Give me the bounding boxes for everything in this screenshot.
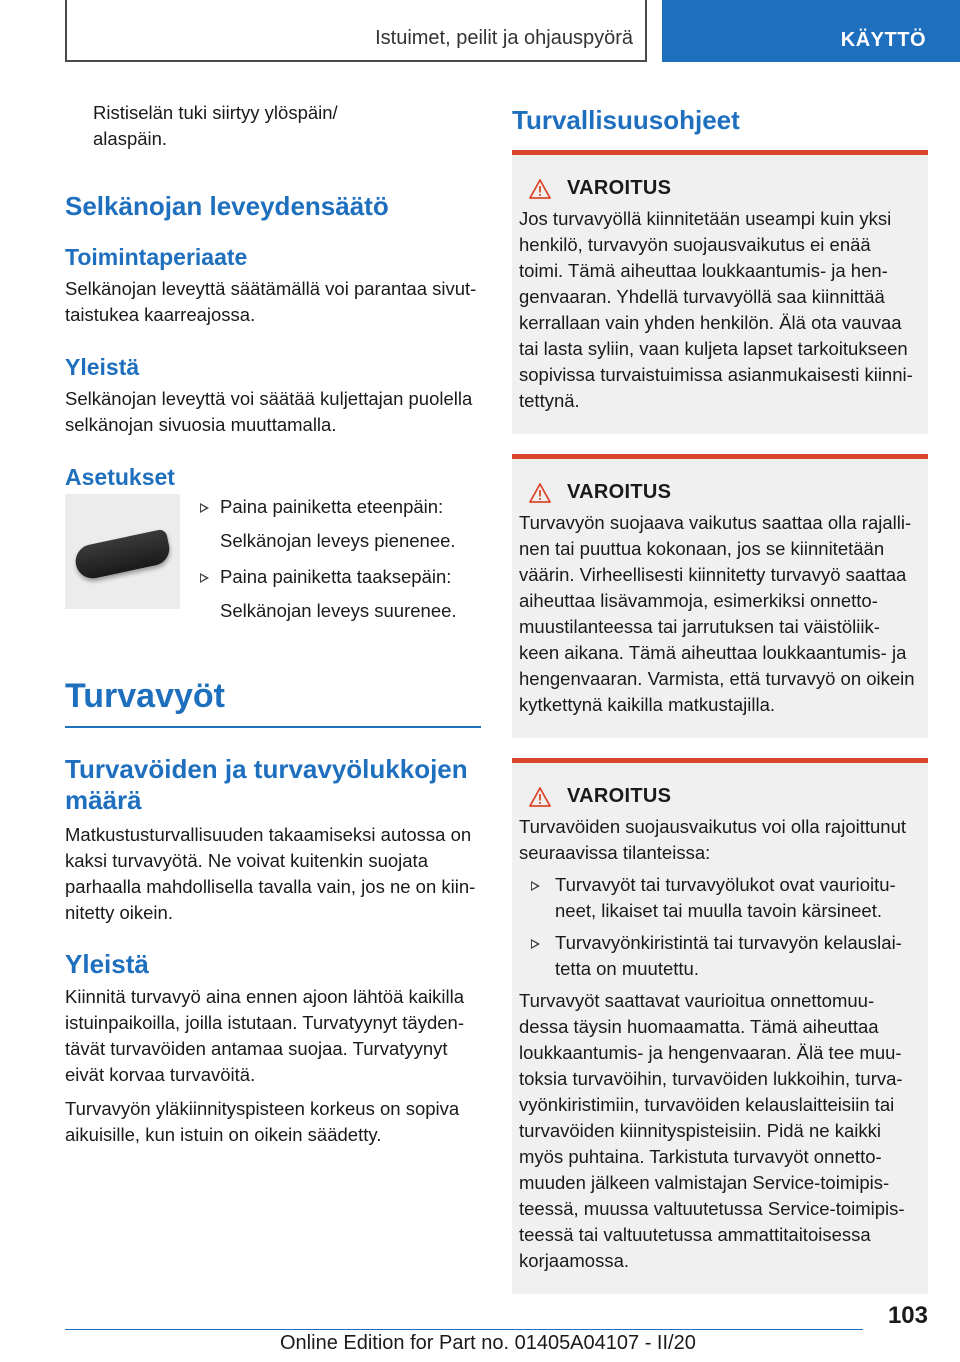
warning-title: VAROITUS [567, 481, 672, 503]
warning-box-1 [512, 150, 928, 434]
heading-principle: Toimintaperiaate [65, 244, 248, 270]
section-title-text: Istuimet, peilit ja ohjauspyörä [375, 27, 633, 49]
general-2-text-b: Turvavyön yläkiinnityspisteen korkeus on sopiva aikuisille, kun istuin on oikein säädetty. [65, 1098, 460, 1145]
header-chapter-tab[interactable] [662, 0, 960, 62]
right-column [512, 100, 928, 1294]
warning-box-2 [512, 454, 928, 738]
page-number: 103 [887, 1302, 928, 1329]
setting-result: Selkänojan leveys pienenee. [220, 530, 456, 551]
triangle-bullet-icon [531, 939, 540, 949]
setting-item: Paina painiketta taaksepäin: [200, 564, 457, 590]
heading-seat-belts: Turvavyöt [65, 677, 225, 715]
heading-safety: Turvallisuusohjeet [512, 105, 740, 135]
footer-rule [65, 1329, 863, 1330]
triangle-bullet-icon [200, 503, 209, 513]
heading-general-2: Yleistä [65, 949, 149, 979]
warning-list-item: Turvavyöt tai turvavyölukot ovat vaurioitu-neet, likaiset tai muulla tavoin kärsineet. [519, 872, 920, 924]
warning-text: Turvavyöt saattavat vaurioitua onnettomuu-dessa täysin huomaamatta. Tämä aiheuttaa loukkaantumis- ja hengenvaaran. Älä tee muu-toksia turvavöihin, turvavöiden lukkoihin, turva-vyönkiristimiin, turvavöiden kelauslaitteisiin tai turvavöiden kiinnityspisteisiin. Pidä ne kaikki myös puhtaina. Tarkistuta turvavyöt onnetto-muuden jälkeen valmistajan Service-toimipis-teessä, muussa valtuutetussa Service-toimipis-teessä tai valtuutetussa ammattitaitoisessa korjaamossa. [519, 990, 905, 1271]
warning-text: Turvavyön suojaava vaikutus saattaa olla rajalli-nen tai puuttua kokonaan, jos se kiinnitetään väärin. Virheellisesti kiinnitetty turvavyö saattaa aiheuttaa lisävammoja, esimerkiksi onnetto-muustilanteessa tai jarrutuksen tai väistöliik-keen aikana. Tämä aiheuttaa loukkaantumis- ja hengenvaaran. Varmista, että turvavyö on oikein kytkettynä kaikilla matkustajilla. [519, 512, 915, 715]
settings-block [65, 494, 481, 634]
warning-intro: Turvavöiden suojausvaikutus voi olla rajoittunut seuraavissa tilanteissa: [519, 816, 907, 863]
warning-box-3 [512, 758, 928, 1294]
warning-title: VAROITUS [567, 785, 672, 807]
warning-triangle-icon [529, 787, 551, 807]
width-button-icon [73, 528, 173, 581]
intro-text: Ristiselän tuki siirtyy ylöspäin/ alaspäin. [93, 102, 338, 149]
warning-triangle-icon [529, 483, 551, 503]
setting-result: Selkänojan leveys suurenee. [220, 600, 457, 621]
heading-rule [65, 726, 481, 728]
heading-belt-count: Turvavöiden ja turvavyölukkojen määrä [65, 754, 468, 815]
left-column [65, 100, 481, 1148]
heading-settings: Asetukset [65, 464, 175, 490]
heading-general-1: Yleistä [65, 354, 140, 380]
header-section-title [65, 0, 647, 62]
warning-triangle-icon [529, 179, 551, 199]
chapter-title-text: KÄYTTÖ [840, 29, 926, 51]
triangle-bullet-icon [200, 573, 209, 583]
edition-text: Online Edition for Part no. 01405A04107 - II/20 [280, 1332, 696, 1354]
principle-text: Selkänojan leveyttä säätämällä voi parantaa sivut-taistukea kaarreajossa. [65, 278, 477, 325]
triangle-bullet-icon [531, 881, 540, 891]
warning-title: VAROITUS [567, 177, 672, 199]
general-1-text: Selkänojan leveyttä voi säätää kuljettajan puolella selkänojan sivuosia muuttamalla. [65, 388, 473, 435]
setting-item: Paina painiketta eteenpäin: [200, 494, 457, 520]
belt-count-text: Matkustusturvallisuuden takaamiseksi autossa on kaksi turvavyötä. Ne voivat kuitenkin suojata parhaalla mahdollisella tavalla vain, jos ne on kiin-nitetty oikein. [65, 824, 476, 923]
warning-list-item: Turvavyönkiristintä tai turvavyön kelauslai-tetta on muutettu. [519, 930, 920, 982]
heading-width-adjust: Selkänojan leveydensäätö [65, 191, 389, 221]
warning-text: Jos turvavyöllä kiinnitetään useampi kuin yksi henkilö, turvavyön suojausvaikutus ei enää toimi. Tämä aiheuttaa loukkaantumis- ja hen-genvaaran. Yhdellä turvavyöllä saa kiinnittää kerrallaan vain yhden henkilön. Älä ota vauvaa tai lasta syliin, vaan kuljeta lapset tarkoitukseen sopivissa turvaistuimissa asianmukaisesti kiinni-tettynä. [519, 208, 913, 411]
width-button-image [65, 494, 180, 609]
general-2-text-a: Kiinnitä turvavyö aina ennen ajoon lähtöä kaikilla istuinpaikoilla, joilla istutaan. Turvatyynyt täyden-tävät turvavöiden antamaa suojaa. Turvatyynyt eivät korvaa turvavöitä. [65, 986, 465, 1085]
settings-list [200, 494, 457, 634]
